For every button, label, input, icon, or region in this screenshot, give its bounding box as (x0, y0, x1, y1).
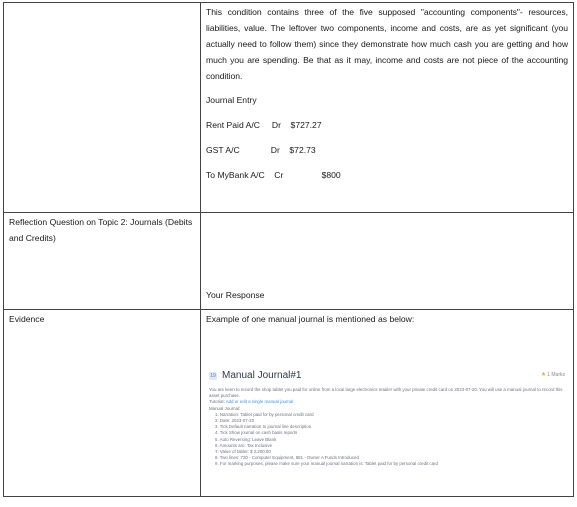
list-item: 2. Date: 2023-07-20 (215, 418, 255, 424)
task-description: You are keen to record the shop tablet you paid for online from a local large electronics retailer with your private credit card on 2023-07-20. You will use a manual journal to record this asset purchase. (209, 387, 563, 399)
list-item: 4. Tick Show journal on cash basis reports (215, 430, 298, 436)
star-icon: ★ (540, 372, 547, 378)
tutorial-link[interactable]: Add or edit a single manual journal (225, 399, 294, 405)
journal-line: Rent Paid A/C Dr $727.27 (206, 120, 322, 130)
manual-journal-body (209, 387, 565, 468)
table-cell-question (4, 213, 201, 310)
evidence-label: Evidence (9, 314, 45, 324)
list-item: 9. For marking purposes, please make sure your manual journal narration is: Tablet paid for by personal credit card (215, 461, 438, 467)
manual-journal-header (209, 370, 565, 381)
table-row (4, 213, 574, 310)
list-item: 7. Value of tablet: $ 2,200.00 (215, 449, 271, 455)
table-row (4, 3, 574, 213)
manual-journal-title: Manual Journal#1 (222, 370, 302, 381)
journal-entry-heading: Journal Entry (206, 95, 257, 105)
table-cell-evidence-label (4, 310, 201, 497)
response-label: Your Response (206, 290, 265, 300)
table-cell-empty (4, 3, 201, 213)
explanation-paragraph: This condition contains three of the five supposed "accounting components"- resources, liabilities, value. The leftover two components, income and costs, are as yet significant (you actually need to follow them) since they demonstrate how much cash you are getting and how much you are spending. Be that as it may, income and costs are not piece of the accounting condition. (206, 7, 568, 81)
table-cell-answer (201, 3, 574, 213)
marks-label: 1 Marks (547, 371, 565, 378)
instruction-list (209, 412, 565, 468)
marks-badge (541, 371, 565, 378)
evidence-intro: Example of one manual journal is mentioned as below: (206, 314, 415, 324)
list-item: 1. Narration: Tablet paid for by personal credit card (215, 411, 314, 417)
list-heading: Manual Journal: (209, 405, 241, 411)
list-item: 5. Auto Reversing: Leave Blank (215, 436, 277, 442)
table-cell-response (201, 213, 574, 310)
list-item: 8. Two lines: 720 - Computer Equipment, 881 - Owner A Funds Introduced (215, 455, 359, 461)
table-cell-evidence (201, 310, 574, 497)
tutorial-prefix: Tutorial: (209, 399, 225, 405)
manual-journal-screenshot (209, 370, 565, 492)
journal-number-icon: 19 (210, 372, 216, 379)
list-item: 6. Amounts are: Tax Inclusive (215, 442, 273, 448)
reflection-question: Reflection Question on Topic 2: Journals (Debits and Credits) (9, 217, 193, 243)
journal-line: GST A/C Dr $72.73 (206, 145, 316, 155)
reflection-table (3, 2, 574, 497)
list-item: 3. Tick Default narration to journal line description (215, 424, 312, 430)
journal-line: To MyBank A/C Cr $800 (206, 170, 341, 180)
table-row (4, 310, 574, 497)
